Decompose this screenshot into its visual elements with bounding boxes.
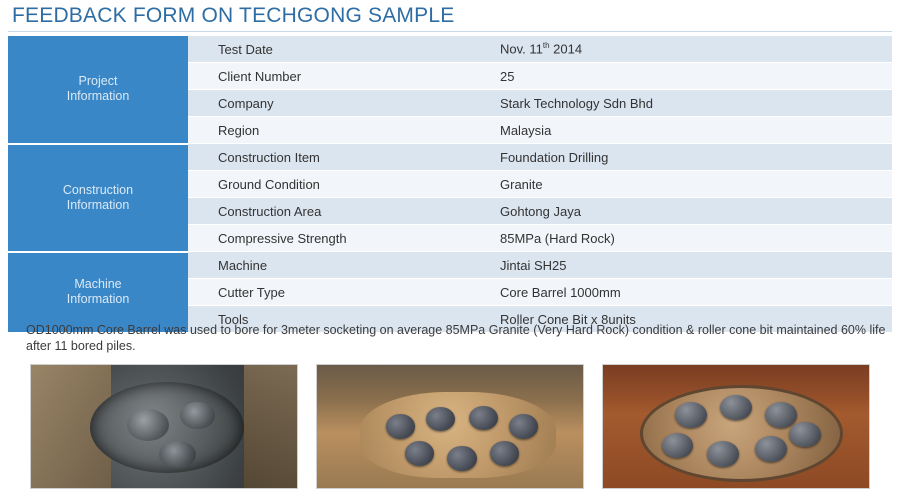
drill-head-with-cutters-photo — [316, 364, 584, 489]
row-value — [478, 36, 892, 63]
row-value: Jintai SH25 — [478, 252, 892, 279]
test-date-prefix: Nov. 11 — [500, 41, 543, 57]
group-header-line2: Information — [66, 292, 130, 306]
photo-cutter — [447, 446, 476, 471]
test-date-suffix: 2014 — [549, 41, 583, 57]
row-label: Tools — [188, 306, 478, 333]
row-label: Ground Condition — [188, 171, 478, 198]
core-barrel-in-borehole-photo — [30, 364, 298, 489]
group-header-line1: Machine — [74, 277, 122, 291]
photo-cutter — [509, 414, 538, 439]
photo-cutter — [765, 402, 797, 428]
group-header-construction — [8, 144, 188, 252]
row-value: Malaysia — [478, 117, 892, 144]
photo-cutter — [469, 406, 498, 431]
photo-gallery — [30, 364, 870, 489]
group-header-line1: Construction — [62, 182, 134, 197]
row-value: Foundation Drilling — [478, 144, 892, 171]
title-divider — [8, 31, 892, 32]
row-label: Cutter Type — [188, 279, 478, 306]
table-row — [8, 144, 892, 171]
test-date-ordinal: th — [542, 41, 550, 51]
group-header-line1: Project — [78, 74, 118, 89]
row-value: 85MPa (Hard Rock) — [478, 225, 892, 252]
summary-note: OD1000mm Core Barrel was used to bore for 3meter socketing on average 85MPa Granite (Very Hard Rock) condition & roller cone bit maintained 60% life after 11 bored piles. — [26, 323, 886, 353]
photo-cutter — [386, 414, 415, 439]
row-value: Roller Cone Bit x 8units — [478, 306, 892, 333]
table-row — [8, 36, 892, 63]
row-label: Test Date — [188, 36, 478, 63]
photo-cutter — [405, 441, 434, 466]
row-value: Granite — [478, 171, 892, 198]
row-value: Stark Technology Sdn Bhd — [478, 90, 892, 117]
roller-cone-bit-plate-photo — [602, 364, 870, 489]
row-value: Core Barrel 1000mm — [478, 279, 892, 306]
photo-cutter — [720, 395, 752, 421]
feedback-info-table — [8, 36, 892, 334]
group-header-line2: Information — [66, 89, 130, 104]
row-label: Construction Item — [188, 144, 478, 171]
row-label: Region — [188, 117, 478, 144]
row-label: Client Number — [188, 63, 478, 90]
row-label: Compressive Strength — [188, 225, 478, 252]
photo-cutter — [675, 402, 707, 428]
row-label: Company — [188, 90, 478, 117]
table-row — [8, 252, 892, 279]
row-label: Construction Area — [188, 198, 478, 225]
photo-cutter — [180, 402, 215, 429]
photo-cutter — [707, 441, 739, 467]
row-label: Machine — [188, 252, 478, 279]
page-title: FEEDBACK FORM ON TECHGONG SAMPLE — [12, 4, 455, 27]
photo-cutter — [490, 441, 519, 466]
group-header-project — [8, 36, 188, 144]
photo-cutter — [159, 441, 196, 468]
row-value: 25 — [478, 63, 892, 90]
group-header-machine — [8, 252, 188, 333]
group-header-line2: Information — [66, 197, 130, 212]
row-value: Gohtong Jaya — [478, 198, 892, 225]
photo-mud-right — [244, 365, 298, 488]
photo-cutter — [755, 436, 787, 462]
